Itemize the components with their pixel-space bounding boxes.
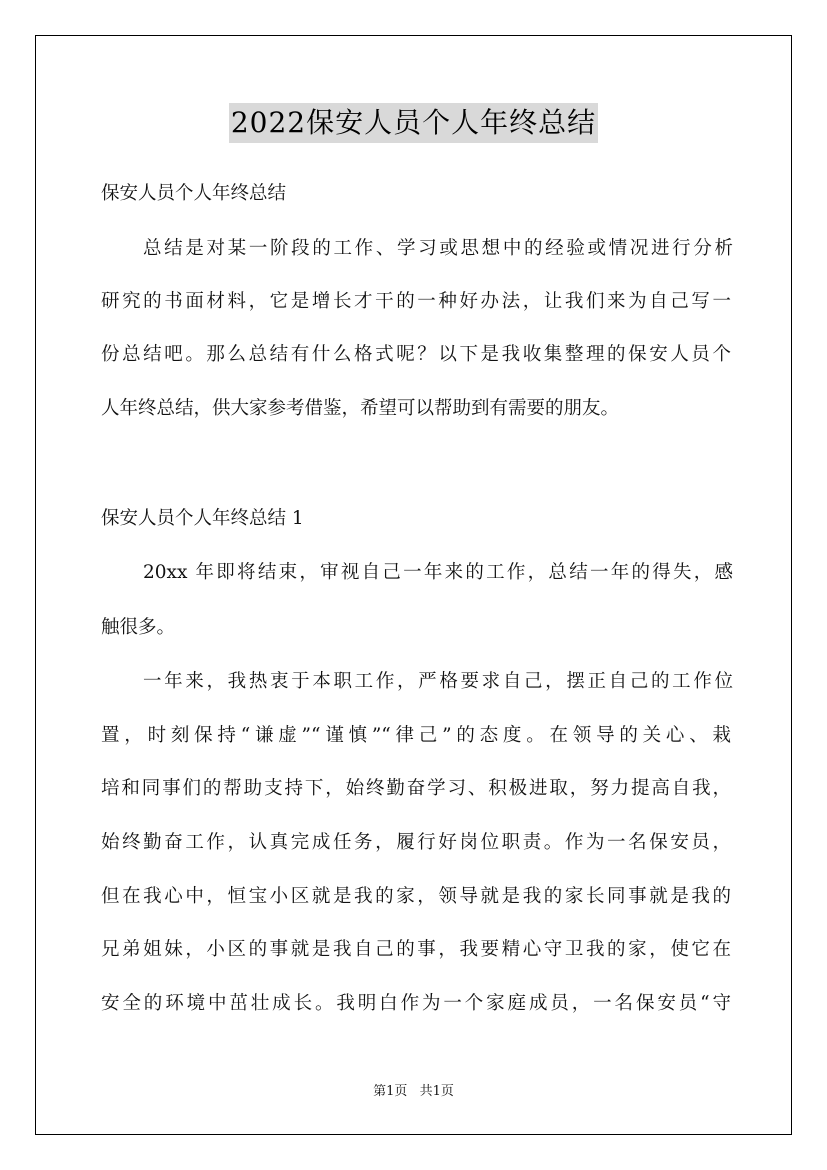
paragraph-line: 培和同事们的帮助支持下，始终勤奋学习、积极进取，努力提高自我，: [101, 778, 731, 799]
page-number: 第1页: [373, 1084, 408, 1099]
page-total: 共1页: [419, 1084, 454, 1099]
paragraph-line: 但在我心中，恒宝小区就是我的家，领导就是我的家长同事就是我的: [101, 886, 731, 907]
intro-line: 总结是对某一阶段的工作、学习或思想中的经验或情况进行分析: [143, 238, 733, 259]
section-heading: 保安人员个人年终总结 1: [101, 508, 304, 529]
title-container: [0, 103, 827, 143]
intro-line: 研究的书面材料，它是增长才干的一种好办法，让我们来为自己写一: [101, 291, 731, 312]
paragraph-line: 置，时刻保持“谦虚”“谨慎”“律己”的态度。在领导的关心、栽: [101, 725, 731, 746]
document-title: 2022保安人员个人年终总结: [229, 103, 598, 143]
intro-line: 份总结吧。那么总结有什么格式呢？以下是我收集整理的保安人员个: [101, 344, 731, 365]
paragraph-line: 一年来，我热衷于本职工作，严格要求自己，摆正自己的工作位: [143, 671, 733, 692]
paragraph-line: 安全的环境中茁壮成长。我明白作为一个家庭成员，一名保安员“守: [101, 993, 731, 1014]
paragraph-line: 始终勤奋工作，认真完成任务，履行好岗位职责。作为一名保安员，: [101, 832, 731, 853]
intro-line: 人年终总结，供大家参考借鉴，希望可以帮助到有需要的朋友。: [101, 398, 620, 419]
subtitle: 保安人员个人年终总结: [101, 183, 287, 204]
page-footer: [0, 1083, 827, 1101]
paragraph-line: 触很多。: [101, 617, 176, 638]
paragraph-line: 兄弟姐妹，小区的事就是我自己的事，我要精心守卫我的家，使它在: [101, 939, 731, 960]
paragraph-line: 20xx 年即将结束，审视自己一年来的工作，总结一年的得失，感: [143, 562, 733, 583]
